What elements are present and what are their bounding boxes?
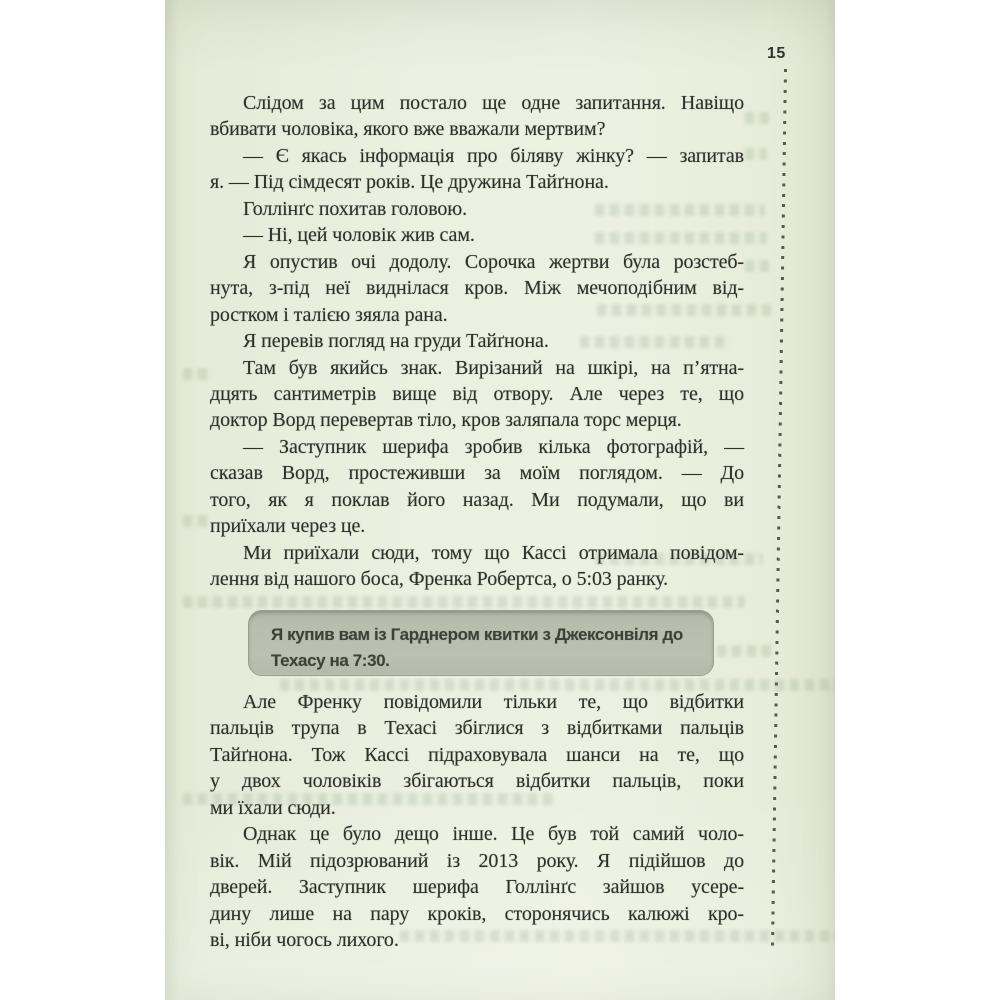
body-text-line: Тайґнона. Тож Кассі підраховувала шанси на те, що <box>210 743 744 766</box>
body-text-line: вік. Мій підозрюваний із 2013 року. Я підійшов до <box>210 849 744 872</box>
body-text-line: дину лише на пару кроків, сторонячись калюжі кро- <box>210 902 744 925</box>
body-text-line: сказав Ворд, простеживши за моїм поглядом. — До <box>210 462 744 485</box>
message-line: Я купив вам із Гарднером квитки з Джексонвіля до <box>271 625 683 644</box>
ghost-text-smudge <box>745 260 770 272</box>
message-quote-box <box>248 610 714 676</box>
body-text-line: пальців трупа в Техасі збіглися з відбитками пальців <box>210 717 744 740</box>
body-text-line: дцять сантиметрів вище від отвору. Але через те, що <box>210 382 744 405</box>
body-text-line: лення від нашого боса, Френка Робертса, о 5:03 ранку. <box>210 568 669 591</box>
body-text-line: вбивати чоловіка, якого вже вважали мертвим? <box>210 118 606 141</box>
body-text-line: ростком і талією зяяла рана. <box>210 303 448 326</box>
body-text-line: я. — Під сімдесят років. Це дружина Тайґнона. <box>210 171 609 194</box>
ghost-text-smudge <box>183 515 209 527</box>
page-number: 15 <box>767 45 786 62</box>
body-text-block-upper <box>210 90 744 593</box>
dotted-rule <box>771 69 787 950</box>
body-text-line: ві, ніби чогось лихого. <box>210 929 399 952</box>
body-text-line: — Є якась інформація про біляву жінку? — запитав <box>243 144 744 167</box>
body-text-line: приїхали через це. <box>210 515 366 538</box>
body-text-line: того, як я поклав його назад. Ми подумали, що ви <box>210 488 744 511</box>
ghost-text-smudge <box>745 112 770 124</box>
body-text-line: ми їхали сюди. <box>210 796 336 819</box>
book-page <box>165 0 835 1000</box>
body-text-line: Там був якийсь знак. Вирізаний на шкірі, на п’ятна- <box>243 356 744 379</box>
ghost-text-smudge <box>717 645 772 657</box>
body-text-line: Я перевів погляд на груди Тайґнона. <box>243 330 549 353</box>
body-text-line: доктор Ворд перевертав тіло, кров заляпала торс мерця. <box>210 409 682 432</box>
body-text-line: Але Френку повідомили тільки те, що відбитки <box>243 691 744 713</box>
body-text-line: Голлінґс похитав головою. <box>243 197 468 220</box>
body-text-block-lower <box>210 689 744 954</box>
body-text-line: нута, з-під неї виднілася кров. Між мечоподібним від- <box>210 277 744 300</box>
message-line: Техасу на 7:30. <box>271 651 390 670</box>
ghost-text-smudge <box>183 596 745 608</box>
body-text-line: — Заступник шерифа зробив кілька фотографій, — <box>243 435 744 458</box>
body-text-line: Я опустив очі додолу. Сорочка жертви була розстеб- <box>243 250 744 273</box>
ghost-text-smudge <box>183 368 213 380</box>
body-text-line: — Ні, цей чоловік жив сам. <box>243 224 475 247</box>
body-text-line: у двох чоловіків збігаються відбитки пальців, поки <box>210 770 744 793</box>
body-text-line: Слідом за цим постало ще одне запитання. Навіщо <box>243 92 744 114</box>
body-text-line: дверей. Заступник шерифа Голлінґс зайшов усере- <box>210 876 744 899</box>
body-text-line: Однак це було дещо інше. Це був той самий чоло- <box>243 823 744 846</box>
ghost-text-smudge <box>745 148 767 160</box>
body-text-line: Ми приїхали сюди, тому що Кассі отримала повідом- <box>243 541 744 564</box>
